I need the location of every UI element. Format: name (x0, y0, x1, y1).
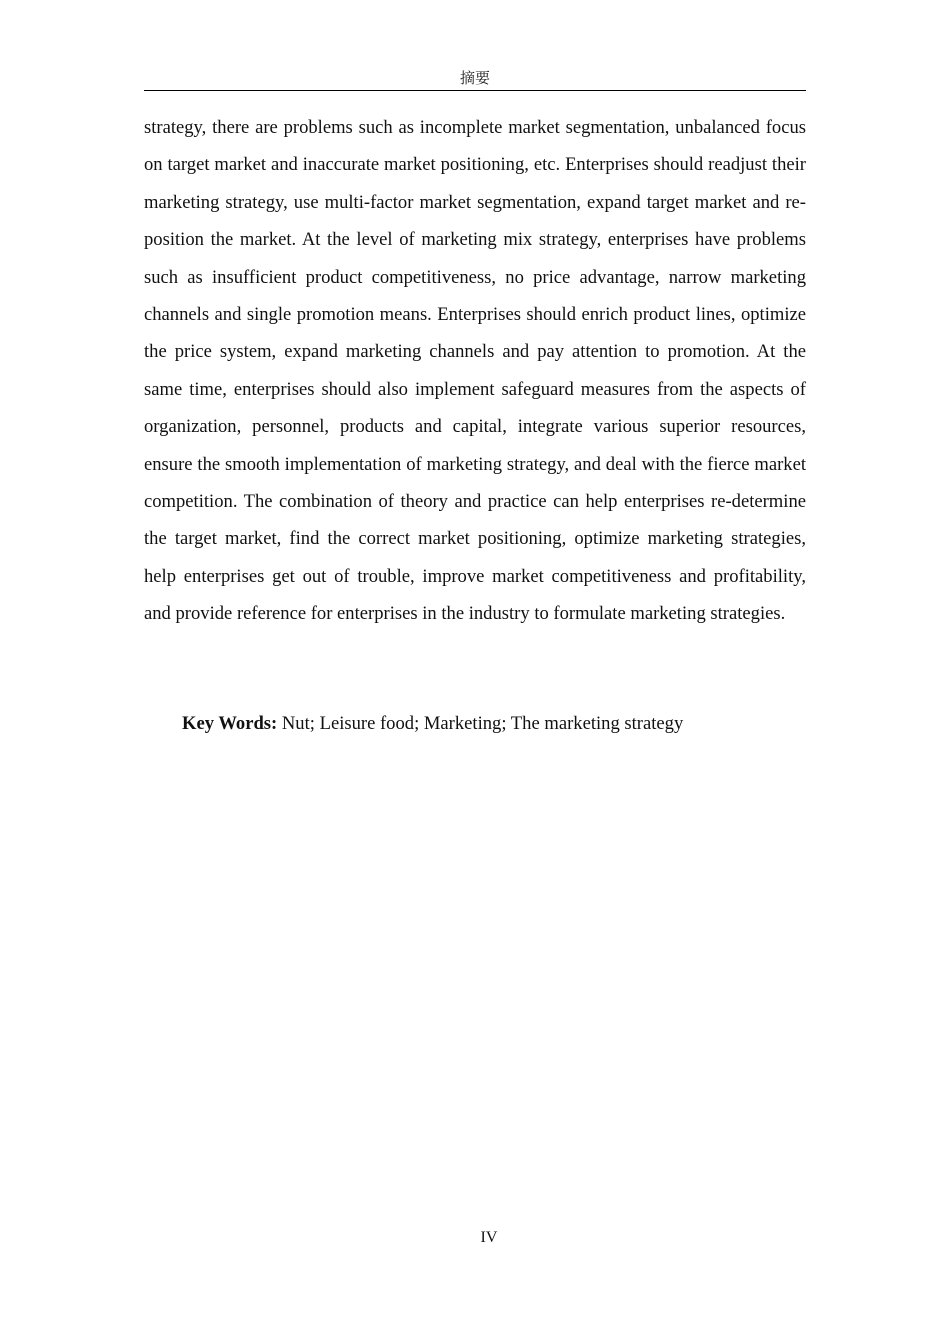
abstract-paragraph: strategy, there are problems such as incomplete market segmentation, unbalanced focus on target market and inaccurate market positioning, etc. Enterprises should readjust their marketing strategy, use multi-factor market segmentation, expand target market and re-position the market. At the level of marketing mix strategy, enterprises have problems such as insufficient product competitiveness, no price advantage, narrow marketing channels and single promotion means. Enterprises should enrich product lines, optimize the price system, expand marketing channels and pay attention to promotion. At the same time, enterprises should also implement safeguard measures from the aspects of organization, personnel, products and capital, integrate various superior resources, ensure the smooth implementation of marketing strategy, and deal with the fierce market competition. The combination of theory and practice can help enterprises re-determine the target market, find the correct market positioning, optimize marketing strategies, help enterprises get out of trouble, improve market competitiveness and profitability, and provide reference for enterprises in the industry to formulate marketing strategies. (144, 117, 806, 625)
keywords-line (182, 705, 806, 742)
page-header-title: 摘要 (144, 66, 806, 91)
keywords-value: Nut; Leisure food; Marketing; The marketing strategy (281, 713, 684, 734)
keywords-label: Key Words: (182, 713, 278, 734)
page-number: IV (480, 1229, 498, 1246)
